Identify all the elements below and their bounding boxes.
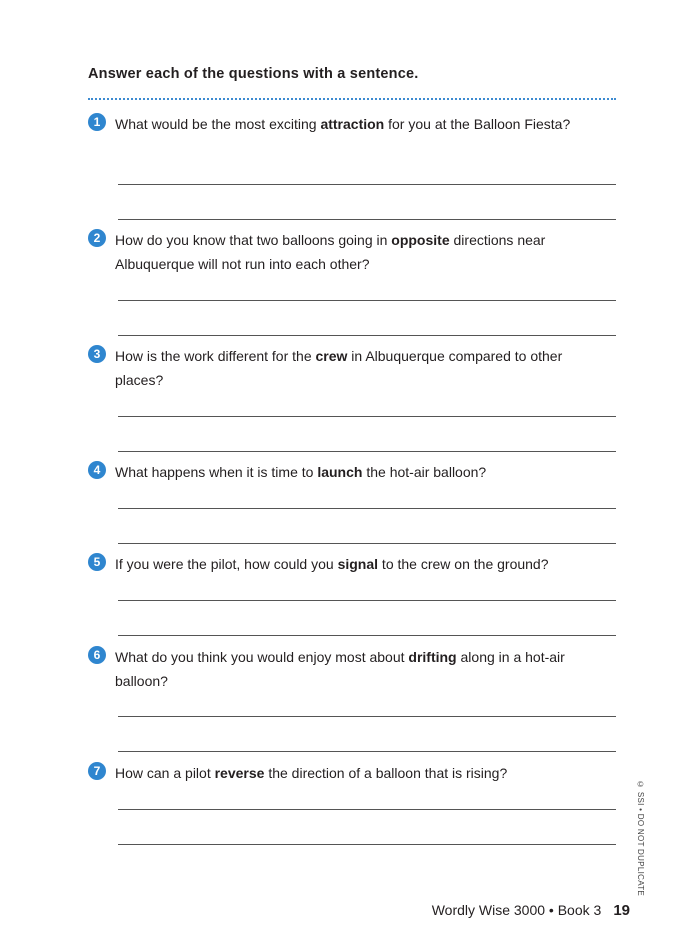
question-4 [88,460,618,484]
answer-line[interactable] [118,416,616,417]
book-title: Wordly Wise 3000 • Book 3 [431,902,602,918]
vocab-keyword: attraction [320,116,385,132]
vocab-keyword: signal [337,556,379,572]
question-text: How do you know that two balloons going in opposite directions near Albuquerque will not run into each other? [115,232,546,272]
question-2 [88,228,618,276]
vocab-keyword: launch [317,464,363,480]
question-1 [88,112,618,136]
question-number-badge: 3 [88,345,106,363]
answer-line[interactable] [118,809,616,810]
answer-line[interactable] [118,635,616,636]
question-number-badge: 4 [88,461,106,479]
dotted-divider [88,98,616,100]
question-text: What happens when it is time to launch the hot-air balloon? [115,464,487,480]
answer-line[interactable] [118,716,616,717]
question-5 [88,552,618,576]
answer-line[interactable] [118,751,616,752]
page-number: 19 [613,902,630,919]
answer-line[interactable] [118,184,616,185]
question-text: How can a pilot reverse the direction of a balloon that is rising? [115,765,508,781]
question-number-badge: 7 [88,762,106,780]
question-7 [88,761,618,785]
answer-line[interactable] [118,600,616,601]
vocab-keyword: drifting [408,649,457,665]
question-number-badge: 1 [88,113,106,131]
question-text: If you were the pilot, how could you signal to the crew on the ground? [115,556,549,572]
question-3 [88,344,618,392]
vocab-keyword: reverse [214,765,265,781]
vocab-keyword: crew [315,348,348,364]
answer-line[interactable] [118,508,616,509]
question-number-badge: 5 [88,553,106,571]
vocab-keyword: opposite [391,232,450,248]
answer-line[interactable] [118,451,616,452]
answer-line[interactable] [118,335,616,336]
question-text: How is the work different for the crew in Albuquerque compared to other places? [115,348,563,388]
answer-line[interactable] [118,219,616,220]
answer-line[interactable] [118,543,616,544]
question-text: What do you think you would enjoy most about drifting along in a hot-air balloon? [115,649,565,689]
question-number-badge: 6 [88,646,106,664]
page-footer [432,902,630,919]
question-number-badge: 2 [88,229,106,247]
copyright-note: © SSI • DO NOT DUPLICATE [636,780,645,897]
question-text: What would be the most exciting attraction for you at the Balloon Fiesta? [115,116,571,132]
instructions-heading: Answer each of the questions with a sentence. [88,66,419,82]
answer-line[interactable] [118,844,616,845]
answer-line[interactable] [118,300,616,301]
question-6 [88,645,618,693]
